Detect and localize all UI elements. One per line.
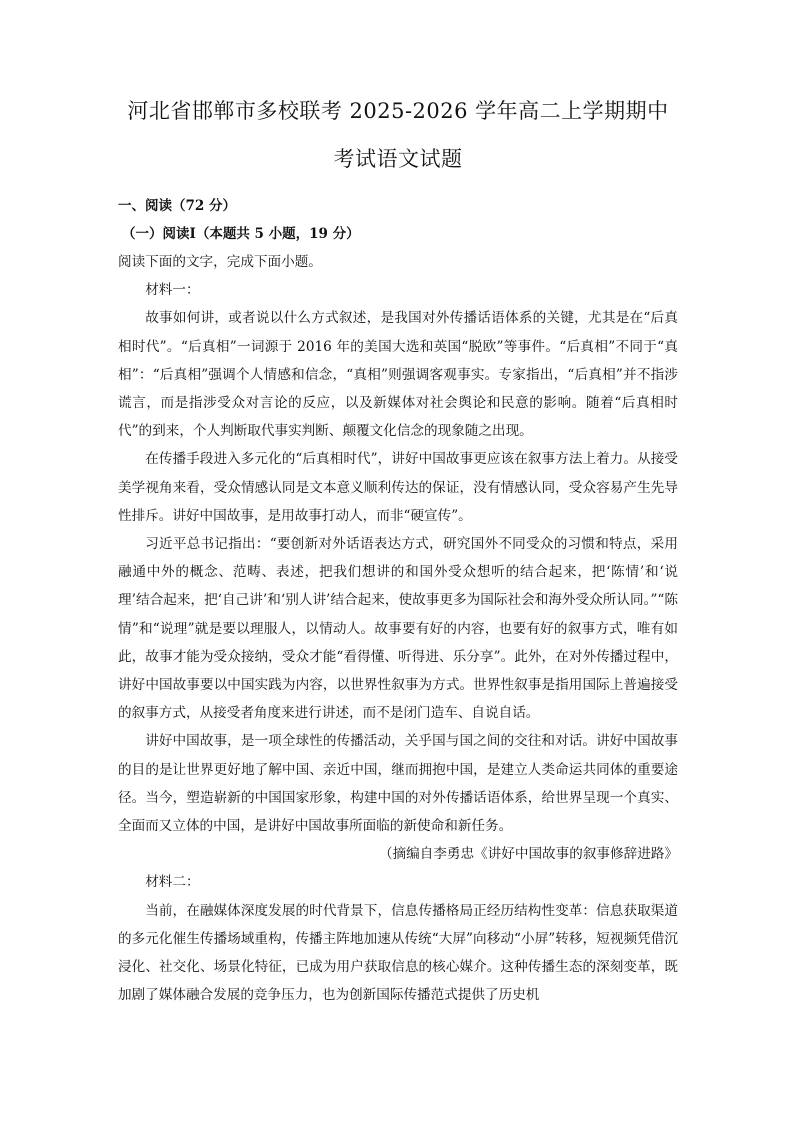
exam-title-line1: 河北省邯郸市多校联考 2025-2026 学年高二上学期期中 <box>127 99 669 123</box>
section-heading-reading: 一、阅读（72 分） <box>118 198 236 214</box>
material2-paragraph-1: 当前，在融媒体深度发展的时代背景下，信息传播格局正经历结构性变革：信息获取渠道的多元化催生传播场域重构，传播主阵地加速从传统“大屏”向移动“小屏”转移，短视频凭借沉浸化、社交化、场景化特征，已成为用户获取信息的核心媒介。这种传播生态的深刻变革，既加剧了媒体融合发展的竞争压力，也为创新国际传播范式提供了历史机 <box>118 902 678 1004</box>
material1-paragraph-3: 习近平总书记指出：“要创新对外话语表达方式，研究国外不同受众的习惯和特点，采用融通中外的概念、范畴、表述，把我们想讲的和国外受众想听的结合起来，把‘陈情’和‘说理’结合起来，把‘自己讲’和‘别人讲’结合起来，使故事更多为国际社会和海外受众所认同。”“陈情”和“说理”就是要以理服人，以情动人。故事要有好的内容，也要有好的叙事方式，唯有如此，故事才能为受众接纳，受众才能“看得懂、听得进、乐分享”。此外，在对外传播过程中，讲好中国故事要以中国实践为内容，以世界性叙事为方式。世界性叙事是指用国际上普遍接受的叙事方式，从接受者角度来进行讲述，而不是闭门造车、自说自话。 <box>118 536 678 722</box>
exam-page <box>118 88 678 1009</box>
material1-source: （摘编自李勇忠《讲好中国故事的叙事修辞进路》 <box>378 846 678 863</box>
subsection-heading-reading-1: （一）阅读Ⅰ（本题共 5 小题，19 分） <box>122 226 360 242</box>
instruction-text: 阅读下面的文字，完成下面小题。 <box>118 254 322 270</box>
material1-paragraph-2: 在传播手段进入多元化的“后真相时代”，讲好中国故事更应该在叙事方法上着力。从接受美学视角来看，受众情感认同是文本意义顺利传达的保证，没有情感认同，受众容易产生先导性排斥。讲好中国故事，是用故事打动人，而非“硬宣传”。 <box>118 451 678 524</box>
material1-paragraph-1: 故事如何讲，或者说以什么方式叙述，是我国对外传播话语体系的关键，尤其是在“后真相时代”。“后真相”一词源于 2016 年的美国大选和英国“脱欧”等事件。“后真相”不同于“真相”：“后真相”强调个人情感和信念，“真相”则强调客观事实。专家指出，“后真相”并不指涉谎言，而是指涉受众对言论的反应，以及新媒体对社会舆论和民意的影响。随着“后真相时代”的到来，个人判断取代事实判断、颠覆文化信念的现象随之出现。 <box>118 310 678 440</box>
material1-label: 材料一： <box>145 282 200 299</box>
material1-paragraph-4: 讲好中国故事，是一项全球性的传播活动，关乎国与国之间的交往和对话。讲好中国故事的目的是让世界更好地了解中国、亲近中国，继而拥抱中国，是建立人类命运共同体的重要途径。当今，塑造崭新的中国国家形象，构建中国的对外传播话语体系，给世界呈现一个真实、全面而又立体的中国，是讲好中国故事所面临的新使命和新任务。 <box>118 733 678 835</box>
exam-title-line2: 考试语文试题 <box>333 147 463 171</box>
material2-label: 材料二： <box>145 874 200 891</box>
